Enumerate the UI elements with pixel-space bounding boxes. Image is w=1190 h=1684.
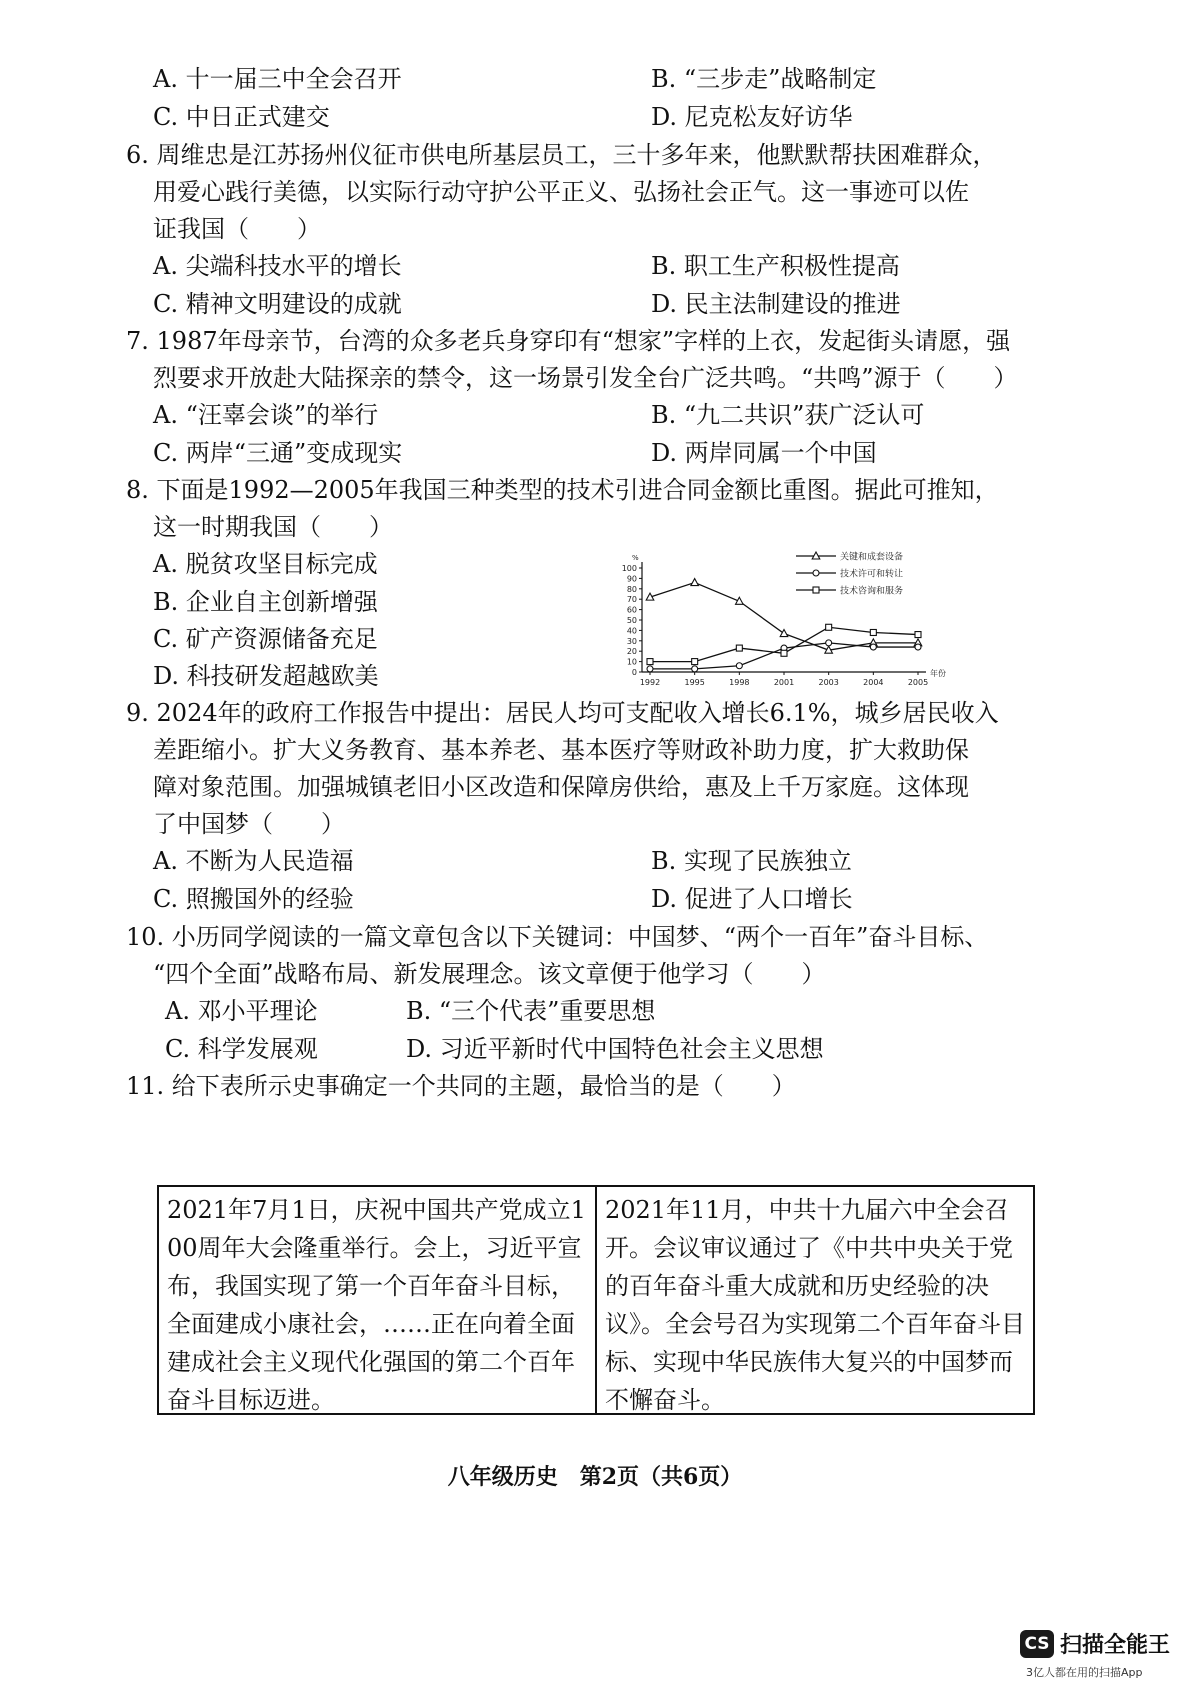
- data-point: [692, 666, 698, 672]
- legend-label: 技术许可和转让: [840, 569, 904, 580]
- x-tick-label: 2004: [863, 678, 884, 687]
- data-point: [915, 644, 921, 650]
- q8-option-a: A. 脱贫攻坚目标完成: [153, 550, 378, 578]
- q9-stem-line-4: 了中国梦（ ）: [153, 810, 345, 838]
- chart-legend: [796, 551, 903, 597]
- scanner-watermark: [1020, 1628, 1170, 1659]
- data-point: [692, 659, 698, 665]
- q7-option-b: B. “九二共识”获广泛认可: [651, 401, 925, 429]
- q9-option-a: A. 不断为人民造福: [153, 847, 354, 875]
- q8-stem-line-2: 这一时期我国（ ）: [153, 513, 393, 541]
- legend-label: 关键和成套设备: [840, 552, 904, 563]
- data-point: [780, 630, 788, 637]
- q10-option-d: D. 习近平新时代中国特色社会主义思想: [406, 1035, 824, 1063]
- q6-option-d: D. 民主法制建设的推进: [651, 290, 901, 318]
- data-point: [826, 624, 832, 630]
- data-point: [870, 644, 876, 650]
- data-point: [813, 587, 819, 593]
- x-tick-label: 2001: [773, 678, 795, 687]
- q5-option-a: A. 十一届三中全会召开: [153, 65, 402, 93]
- x-tick-label: 2003: [818, 678, 839, 687]
- y-tick-label: 0: [631, 668, 637, 677]
- q11-stem: 11. 给下表所示史事确定一个共同的主题，最恰当的是（ ）: [126, 1072, 796, 1100]
- q7-option-c: C. 两岸“三通”变成现实: [153, 439, 403, 467]
- q7-option-a: A. “汪辜会谈”的举行: [153, 401, 379, 429]
- y-axis-label: %: [632, 554, 639, 562]
- y-tick-label: 90: [626, 574, 637, 584]
- q9-option-d: D. 促进了人口增长: [651, 885, 853, 913]
- q5-option-d: D. 尼克松友好访华: [651, 103, 853, 131]
- q10-option-a: A. 邓小平理论: [165, 997, 318, 1025]
- q10-stem-line-2: “四个全面”战略布局、新发展理念。该文章便于他学习（ ）: [153, 960, 826, 988]
- q9-option-c: C. 照搬国外的经验: [153, 885, 354, 913]
- scanner-app-name: 扫描全能王: [1060, 1633, 1171, 1658]
- y-tick-label: 80: [626, 584, 637, 594]
- data-point: [870, 629, 876, 635]
- q8-option-c: C. 矿产资源储备充足: [153, 625, 378, 653]
- y-tick-label: 10: [626, 657, 637, 667]
- data-point: [781, 650, 787, 656]
- q9-option-b: B. 实现了民族独立: [651, 847, 852, 875]
- q8-stem-line-1: 8. 下面是1992—2005年我国三种类型的技术引进合同金额比重图。据此可推知，: [126, 476, 999, 504]
- y-tick-label: 70: [626, 595, 637, 605]
- x-tick-label: 2005: [907, 678, 929, 687]
- data-point: [736, 645, 742, 651]
- x-axis-label: 年份: [930, 669, 946, 678]
- q9-stem-line-1: 9. 2024年的政府工作报告中提出：居民人均可支配收入增长6.1%，城乡居民收入: [126, 699, 999, 727]
- data-point: [915, 632, 921, 638]
- q10-option-c: C. 科学发展观: [165, 1035, 318, 1063]
- data-point: [647, 666, 653, 672]
- q6-option-c: C. 精神文明建设的成就: [153, 290, 402, 318]
- y-tick-label: 30: [626, 636, 637, 646]
- q7-stem-line-1: 7. 1987年母亲节，台湾的众多老兵身穿印有“想家”字样的上衣，发起街头请愿，强: [126, 327, 1011, 355]
- data-point: [813, 570, 819, 576]
- q8-option-b: B. 企业自主创新增强: [153, 588, 378, 616]
- q10-option-b: B. “三个代表”重要思想: [406, 997, 656, 1025]
- data-point: [826, 640, 832, 646]
- q6-stem-line-2: 用爱心践行美德，以实际行动守护公平正义、弘扬社会正气。这一事迹可以佐: [153, 178, 969, 206]
- data-point: [647, 659, 653, 665]
- page-footer: 八年级历史 第2页（共6页）: [447, 1464, 743, 1490]
- legend-label: 技术咨询和服务: [840, 586, 904, 597]
- y-tick-label: 50: [626, 616, 637, 625]
- q5-option-b: B. “三步走”战略制定: [651, 65, 877, 93]
- data-point: [691, 579, 699, 586]
- x-tick-label: 1992: [639, 678, 661, 687]
- q5-option-c: C. 中日正式建交: [153, 103, 330, 131]
- x-tick-label: 1995: [684, 678, 705, 687]
- q7-stem-line-2: 烈要求开放赴大陆探亲的禁令，这一场景引发全台广泛共鸣。“共鸣”源于（ ）: [153, 364, 1018, 392]
- q7-option-d: D. 两岸同属一个中国: [651, 439, 877, 467]
- y-tick-label: 40: [626, 626, 637, 636]
- q6-stem-line-1: 6. 周维忠是江苏扬州仪征市供电所基层员工，三十多年来，他默默帮扶困难群众，: [126, 141, 997, 169]
- x-tick-label: 1998: [729, 678, 750, 687]
- q10-stem-line-1: 10. 小历同学阅读的一篇文章包含以下关键词：中国梦、“两个一百年”奋斗目标、: [126, 923, 989, 951]
- q11-source-table: [157, 1185, 1035, 1415]
- q6-stem-line-3: 证我国（ ）: [153, 215, 321, 243]
- y-tick-label: 100: [621, 564, 637, 573]
- data-point: [736, 663, 742, 669]
- q9-stem-line-3: 障对象范围。加强城镇老旧小区改造和保障房供给，惠及上千万家庭。这体现: [153, 773, 969, 801]
- q8-option-d: D. 科技研发超越欧美: [153, 662, 379, 690]
- q6-option-a: A. 尖端科技水平的增长: [153, 252, 402, 280]
- y-tick-label: 60: [626, 605, 637, 615]
- q11-table-left-cell: 2021年7月1日，庆祝中国共产党成立100周年大会隆重举行。会上，习近平宣布，我国实现了第一个百年奋斗目标，全面建成小康社会，……正在向着全面建成社会主义现代化强国的第二个百年奋斗目标迈进。: [167, 1196, 586, 1414]
- q11-table-right-cell: 2021年11月，中共十九届六中全会召开。会议审议通过了《中共中央关于党的百年奋斗重大成就和历史经验的决议》。全会号召为实现第二个百年奋斗目标、实现中华民族伟大复兴的中国梦而不懈奋斗。: [595, 1187, 1033, 1413]
- q9-stem-line-2: 差距缩小。扩大义务教育、基本养老、基本医疗等财政补助力度，扩大救助保: [153, 736, 969, 764]
- scanner-tagline: 3亿人都在用的扫描App: [1026, 1666, 1143, 1679]
- q6-option-b: B. 职工生产积极性提高: [651, 252, 900, 280]
- y-tick-label: 20: [626, 647, 637, 657]
- scanner-logo-icon: CS: [1020, 1630, 1054, 1658]
